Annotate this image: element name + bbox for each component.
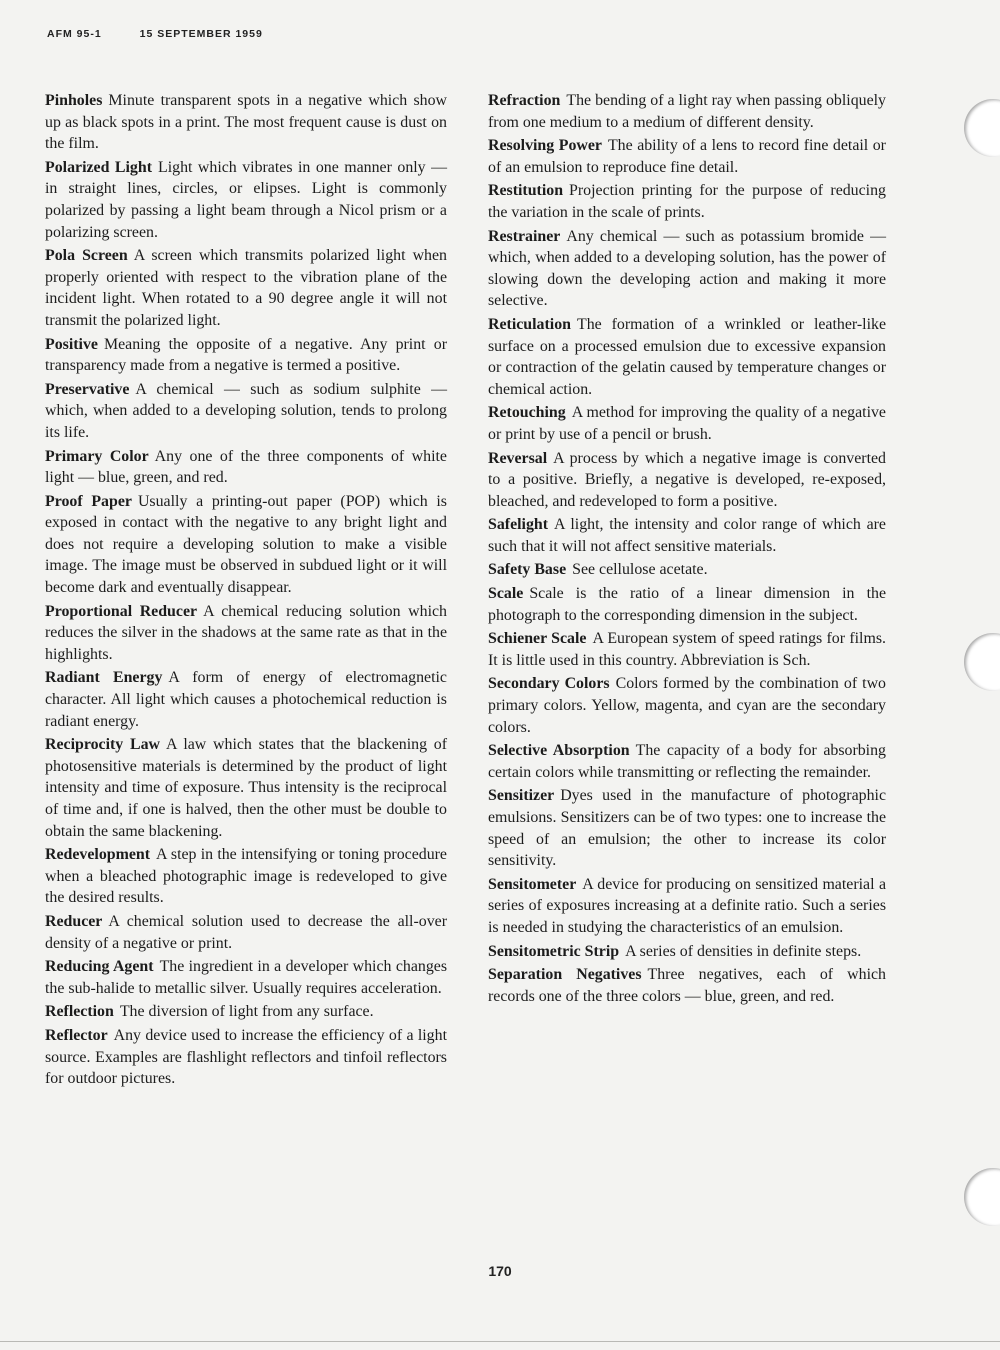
glossary-term: Selective Absorption [488,742,630,760]
glossary-definition: See cellulose acetate. [572,561,708,579]
glossary-entry [488,402,886,445]
glossary-entry [45,334,447,377]
glossary-term: Pola Screen [45,247,128,265]
glossary-entry [45,911,447,954]
document-date: 15 SEPTEMBER 1959 [139,28,263,40]
glossary-term: Proportional Reducer [45,602,198,620]
glossary-entry [488,314,886,400]
glossary-term: Reticulation [488,315,571,333]
glossary-entry [488,135,886,178]
glossary-entry [488,559,886,581]
glossary-definition: Light which vibrates in one manner only — in straight lines, circles, or elipses. Light is commonly polarized by passing a light beam through a Nicol prism or a polarizing screen. [45,158,447,241]
glossary-definition: Minute transparent spots in a negative which show up as black spots in a print. The most frequent cause is dust on the film. [45,92,447,153]
glossary-entry [488,90,886,133]
glossary-definition: Any one of the three components of white light — blue, green, and red. [45,447,447,487]
glossary-definition: A process by which a negative image is converted to a positive. Briefly, a negative is developed, re-exposed, bleached, and redeveloped to form a positive. [488,449,886,510]
glossary-definition: Colors formed by the combination of two primary colors. Yellow, magenta, and cyan are the secondary colors. [488,675,887,736]
page-bottom-edge [0,1341,1000,1342]
glossary-entry [488,583,886,626]
glossary-term: Resolving Power [488,137,602,155]
glossary-term: Reflection [45,1003,114,1021]
glossary-definition: The bending of a light ray when passing obliquely from one medium to a medium of different density. [488,92,886,131]
glossary-term: Polarized Light [45,158,152,176]
glossary-entry [488,941,886,963]
glossary-definition: Three negatives, each of which records one of the three colors — blue, green, and red. [488,966,886,1005]
binder-hole-icon [964,1168,1000,1226]
glossary-definition: A chemical solution used to decrease the all-over density of a negative or print. [45,912,447,952]
glossary-term: Sensitometer [488,875,577,893]
glossary-term: Safelight [488,516,549,534]
glossary-definition: Any device used to increase the efficiency of a light source. Examples are flashlight reflectors and tinfoil reflectors for outdoor pictures. [45,1026,447,1088]
glossary-definition: Scale is the ratio of a linear dimension in the photograph to the corresponding dimension in the subject. [488,585,886,624]
glossary-definition: The formation of a wrinkled or leather-like surface on a processed emulsion due to excessive expansion or contraction of the gelatin caused by temperature changes or chemical action. [488,315,886,398]
glossary-definition: Usually a printing-out paper (POP) which is exposed in contact with the negative to any bright light and does not require a developing solution to make a visible image. The image must be observed in subdued light or it will become dark and eventually disappear. [45,492,447,597]
glossary-entry [45,491,447,599]
glossary-definition: A device for producing on sensitized material a series of exposures increasing at a definite ratio. Such a series is needed in studying the characteristics of an emulsion. [488,875,886,936]
glossary-term: Reflector [45,1026,108,1044]
glossary-entry [488,785,886,871]
glossary-definition: A method for improving the quality of a negative or print by use of a pencil or brush. [488,404,886,443]
glossary-definition: A screen which transmits polarized light when properly oriented with respect to the vibration plane of the incident light. When rotated to a 90 degree angle it will not transmit the polarized light. [45,247,447,329]
glossary-entry [488,628,886,671]
glossary-definition: A chemical reducing solution which reduces the silver in the shadows at the same rate as that in the highlights. [45,602,447,663]
glossary-term: Sensitizer [488,787,555,805]
glossary-entry [45,1001,447,1023]
glossary-term: Reciprocity Law [45,736,161,754]
glossary-term: Preservative [45,380,130,398]
glossary-entry [488,180,886,223]
glossary-column-right [488,90,886,1009]
glossary-entry [488,740,886,783]
binder-hole-icon [964,633,1000,691]
glossary-entry [45,446,447,489]
glossary-entry [45,90,447,155]
glossary-definition: A light, the intensity and color range of which are such that it will not affect sensitive materials. [488,516,886,555]
glossary-definition: Projection printing for the purpose of reducing the variation in the scale of prints. [488,182,886,221]
page-number: 170 [488,1263,512,1279]
glossary-entry [45,245,447,331]
glossary-term: Redevelopment [45,846,151,864]
glossary-entry [45,601,447,666]
glossary-term: Reducer [45,912,103,930]
glossary-term: Primary Color [45,447,149,465]
glossary-definition: A form of energy of electromagnetic character. All light which causes a photochemical reduction is radiant energy. [45,669,447,730]
glossary-term: Secondary Colors [488,675,610,693]
glossary-entry [488,448,886,513]
glossary-entry [488,226,886,312]
glossary-term: Reducing Agent [45,958,154,976]
glossary-term: Sensitometric Strip [488,942,620,960]
glossary-term: Scale [488,585,524,603]
glossary-definition: The capacity of a body for absorbing certain colors while transmitting or reflecting the remainder. [488,742,886,781]
glossary-term: Positive [45,335,98,353]
glossary-entry [45,844,447,909]
glossary-entry [45,1025,447,1090]
glossary-entry [45,379,447,444]
glossary-definition: A law which states that the blackening of photosensitive materials is determined by the product of light intensity and time of exposure. Thus intensity is the reciprocal of time and, if one is halved, then the other must be double to obtain the same blackening. [45,736,448,840]
glossary-definition: A series of densities in definite steps. [625,942,862,960]
glossary-definition: The ingredient in a developer which changes the sub-halide to metallic silver. Usually requires acceleration. [45,958,447,997]
glossary-term: Safety Base [488,561,567,579]
glossary-term: Restitution [488,182,564,200]
glossary-definition: The ability of a lens to record fine detail or of an emulsion to reproduce fine detail. [488,137,886,176]
glossary-term: Reversal [488,449,548,467]
glossary-term: Retouching [488,404,566,422]
glossary-entry [488,514,886,557]
binder-hole-icon [964,99,1000,157]
document-id: AFM 95-1 [47,28,102,40]
glossary-term: Schiener Scale [488,630,587,648]
glossary-definition: A step in the intensifying or toning procedure when a bleached photographic image is redeveloped to give the desired results. [45,846,447,907]
glossary-term: Separation Negatives [488,966,642,984]
glossary-definition: A European system of speed ratings for films. It is little used in this country. Abbreviation is Sch. [488,630,886,669]
glossary-entry [45,667,447,732]
glossary-definition: Meaning the opposite of a negative. Any print or transparency made from a negative is termed a positive. [45,335,447,375]
glossary-term: Restrainer [488,227,561,245]
glossary-term: Proof Paper [45,492,132,510]
glossary-column-left [45,90,447,1092]
glossary-entry [488,673,886,738]
glossary-entry [45,956,447,999]
glossary-entry [45,734,447,842]
glossary-entry [488,964,886,1007]
glossary-entry [488,874,886,939]
page-header [47,28,263,40]
glossary-term: Pinholes [45,92,103,109]
glossary-definition: A chemical — such as sodium sulphite — which, when added to a developing solution, tends to prolong its life. [45,380,447,441]
glossary-definition: The diversion of light from any surface. [119,1003,374,1021]
glossary-entry [45,157,447,243]
glossary-term: Refraction [488,92,561,109]
glossary-definition: Any chemical — such as potassium bromide — which, when added to a developing solution, has the power of slowing down the developing action and making it more selective. [488,227,886,310]
glossary-definition: Dyes used in the manufacture of photographic emulsions. Sensitizers can be of two types: one to increase the speed of an emulsion; the other to increase its color sensitivity. [488,787,886,870]
glossary-term: Radiant Energy [45,669,163,687]
